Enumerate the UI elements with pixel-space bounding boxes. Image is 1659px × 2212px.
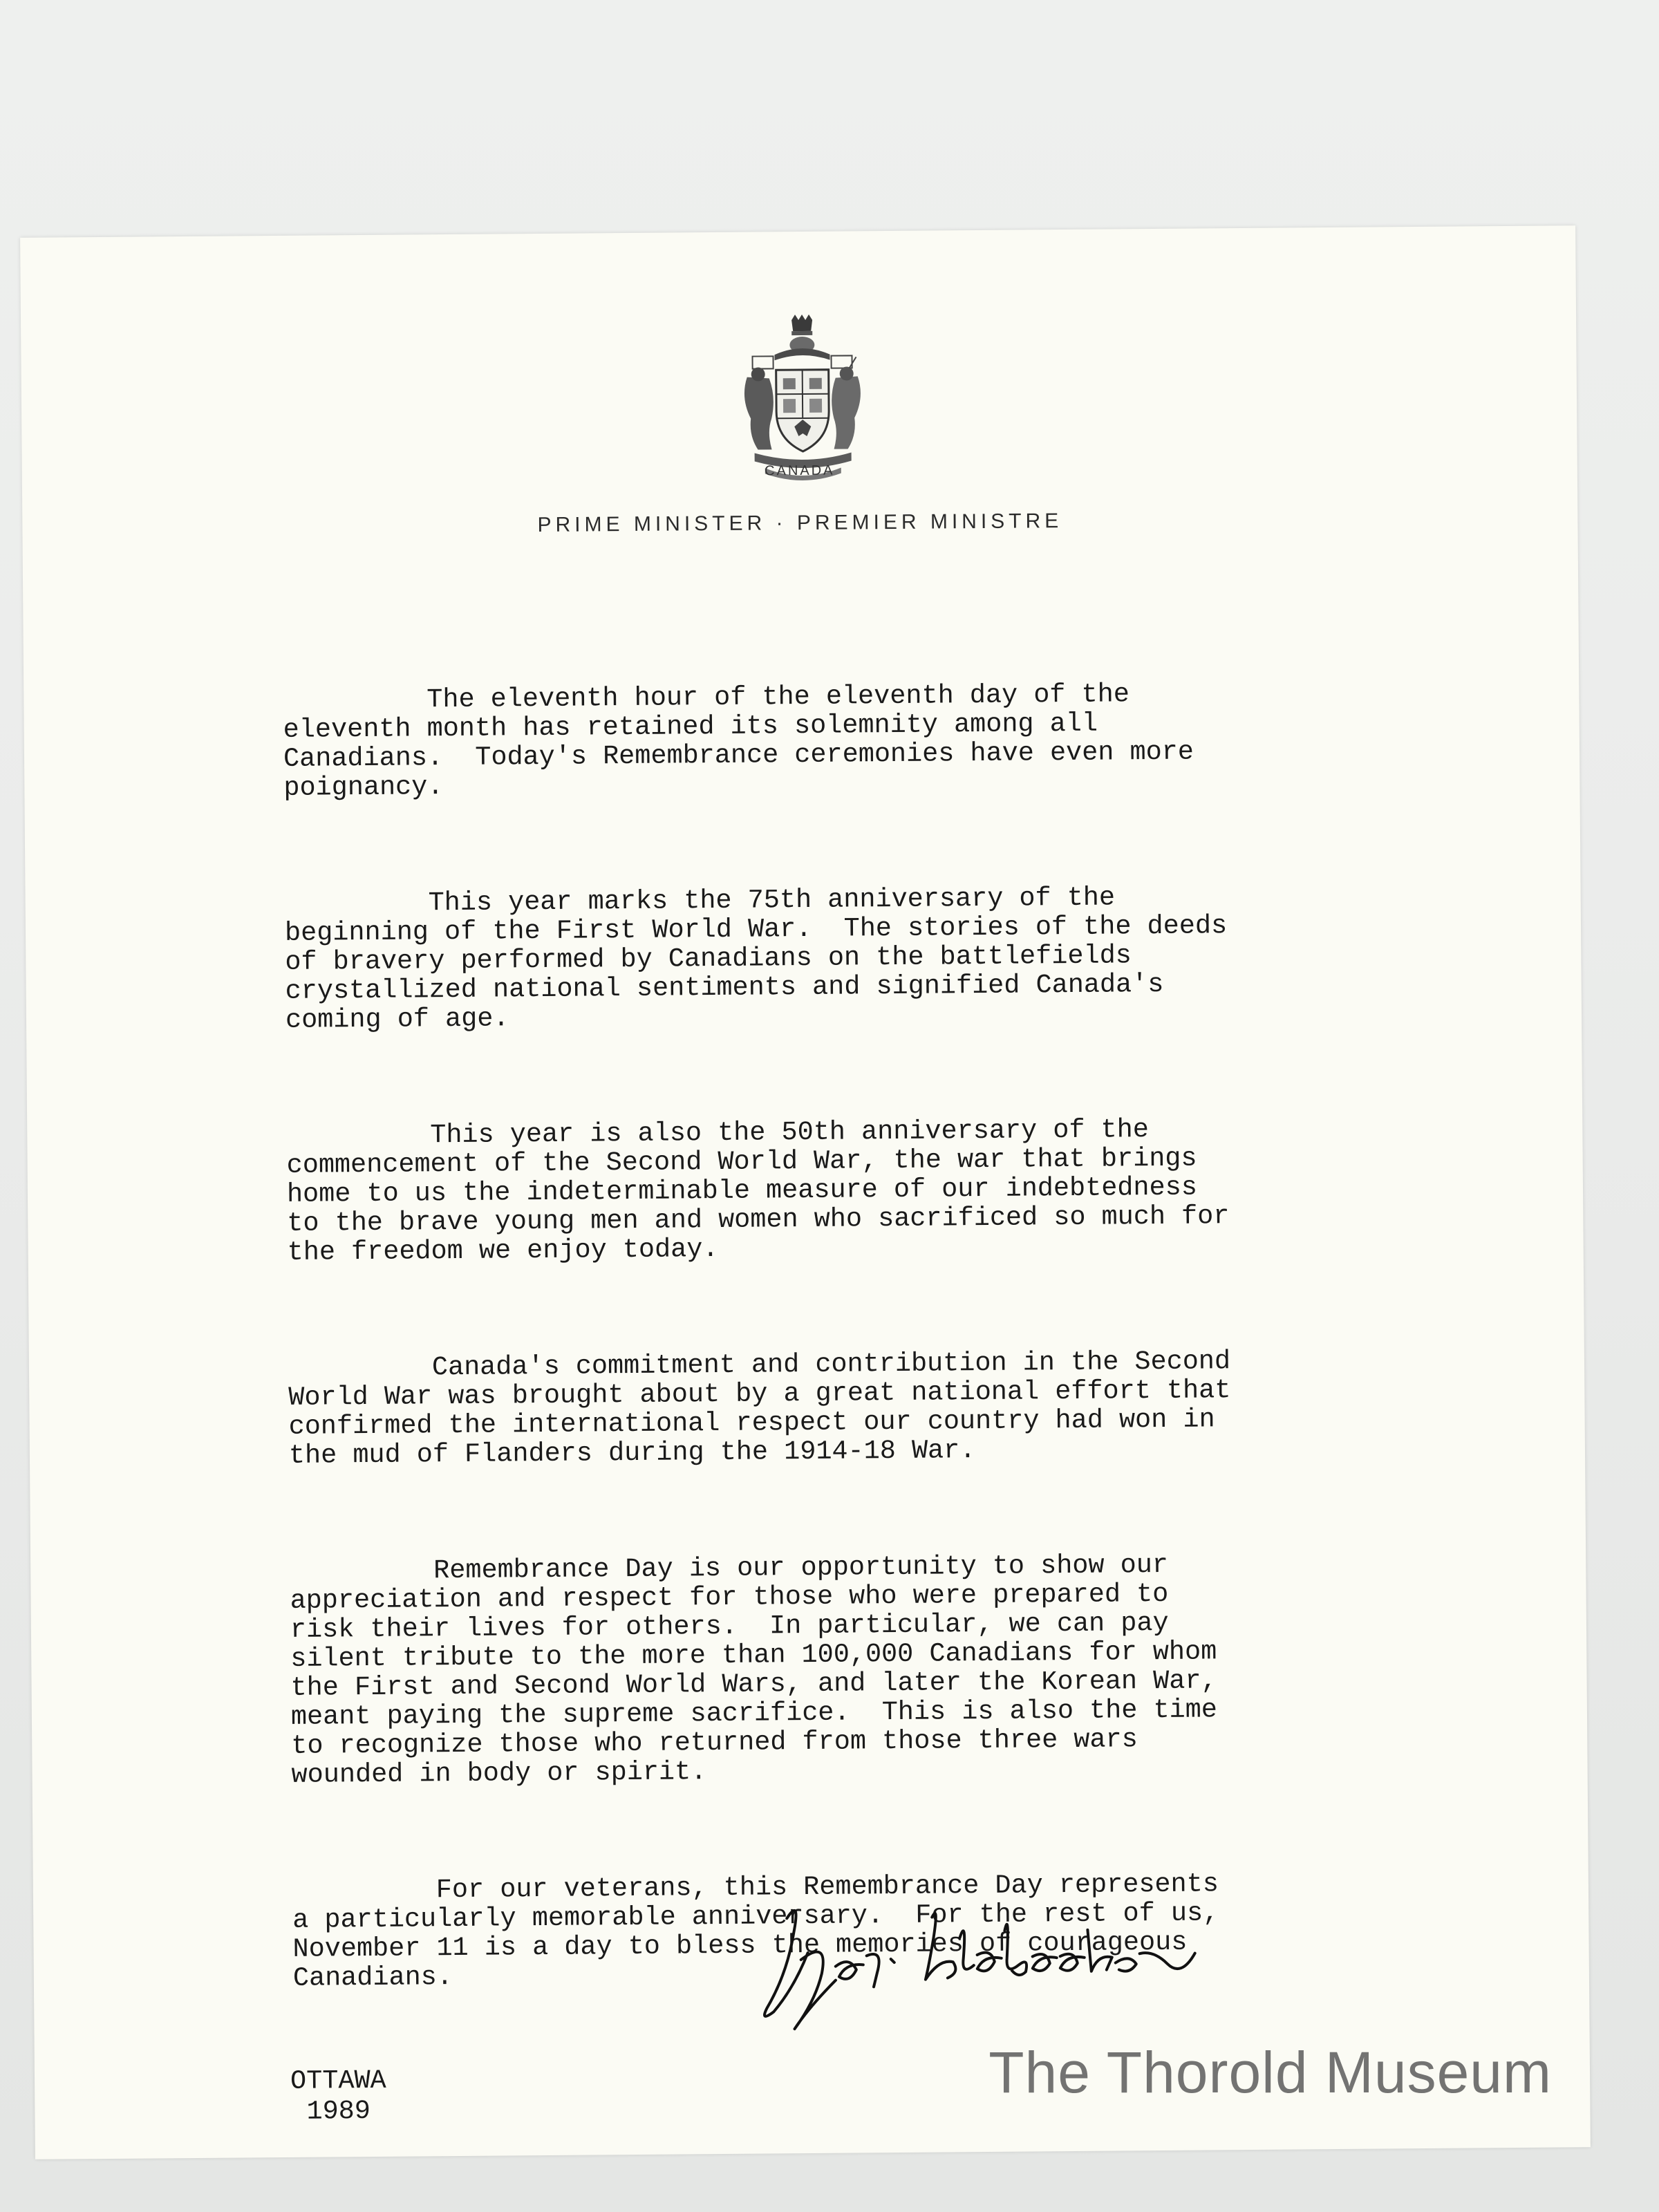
letter-body bbox=[283, 620, 1372, 2080]
place-name: OTTAWA bbox=[290, 2065, 386, 2097]
paragraph: This year marks the 75th anniversary of the beginning of the First World War. The stories of the deeds of bravery performed by Canadians on the battlefields crystallized national sentiments and signified Canada's coming of age. bbox=[284, 882, 1228, 1035]
letterhead-office: PRIME MINISTER · PREMIER MINISTRE bbox=[537, 509, 1063, 537]
letter-page bbox=[20, 225, 1591, 2159]
paragraph: For our veterans, this Remembrance Day represents a particularly memorable anniversary. For the rest of us, November 11 is a day to bless the memories of courageous Canadians. bbox=[292, 1868, 1219, 1994]
paragraph: The eleventh hour of the eleventh day of the eleventh month has retained its solemnity among all Canadians. Today's Remembrance ceremonies have even more poignancy. bbox=[283, 679, 1194, 803]
letterhead-country: CANADA bbox=[765, 462, 835, 479]
letter-year: 1989 bbox=[290, 2095, 371, 2127]
museum-watermark: The Thorold Museum bbox=[988, 2040, 1552, 2105]
paragraph: Remembrance Day is our opportunity to show our appreciation and respect for those who were prepared to risk their lives for others. In particular, we can pay silent tribute to the more than 100,000 Canadians for whom the First and Second World Wars, and later the Korean War, meant paying the supreme sacrifice. This is also the time to recognize those who returned from those three wars wounded in body or spirit. bbox=[290, 1549, 1218, 1790]
signature bbox=[752, 1887, 1237, 2056]
coat-of-arms-icon bbox=[733, 314, 872, 488]
paragraph: This year is also the 50th anniversary of the commencement of the Second World War, the war that brings home to us the indeterminable measure of our indebtedness to the brave young men and women who sacrificed so much for the freedom we enjoy today. bbox=[286, 1114, 1230, 1268]
paragraph: Canada's commitment and contribution in the Second World War was brought about by a great national effort that confirmed the international respect our country had won in the mud of Flanders during the 1914-18 War. bbox=[288, 1346, 1231, 1471]
letter-place-date bbox=[290, 2065, 386, 2127]
